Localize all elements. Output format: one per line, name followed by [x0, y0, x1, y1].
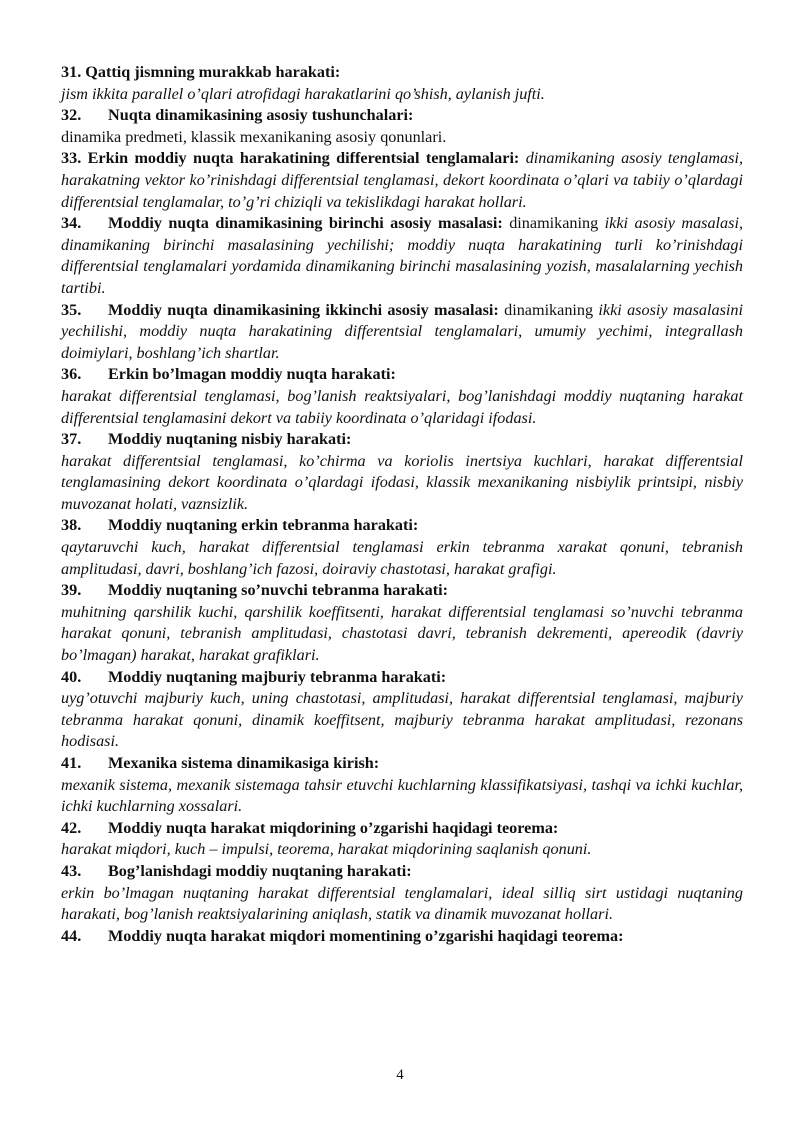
item-heading: [61, 429, 743, 451]
item-description: [61, 537, 743, 580]
item-content: [61, 62, 743, 105]
item-heading: [61, 62, 743, 84]
item-title: Moddiy nuqtaning erkin tebranma harakati:: [108, 516, 419, 535]
description-segment: harakat miqdori, kuch – impulsi, teorema, harakat miqdorining saqlanish qonuni.: [61, 840, 592, 859]
item-content: [61, 429, 743, 515]
item-number: 36.: [61, 365, 82, 384]
outline-item: [61, 213, 743, 299]
item-title: Qattiq jismning murakkab harakati:: [85, 63, 341, 81]
item-title: Mexanika sistema dinamikasiga kirish:: [108, 754, 380, 772]
item-content: [61, 580, 743, 666]
item-description: [61, 386, 743, 429]
outline-item: [61, 926, 743, 948]
outline-item: [61, 667, 743, 753]
item-title: Moddiy nuqtaning nisbiy harakati:: [108, 430, 352, 449]
item-heading: [61, 301, 499, 319]
description-segment: dinamika predmeti, klassik mexanikaning asosiy qonunlari.: [61, 127, 447, 146]
item-description: [61, 84, 743, 106]
outline-item: [61, 818, 743, 861]
item-title: Moddiy nuqta harakat miqdorining o’zgarishi haqidagi teorema:: [108, 818, 559, 837]
item-content: [61, 861, 743, 926]
item-number: 37.: [61, 430, 82, 449]
item-description: [61, 602, 743, 667]
item-heading: [61, 861, 743, 883]
item-content: [61, 364, 743, 429]
item-number: 33.: [61, 149, 88, 168]
outline-item: [61, 753, 743, 818]
item-number: 31.: [61, 63, 86, 81]
item-number: 42.: [61, 818, 82, 837]
item-title: Moddiy nuqtaning majburiy tebranma harakati:: [108, 667, 447, 686]
item-heading: [61, 667, 743, 689]
item-number: 34.: [61, 214, 82, 233]
item-title: Moddiy nuqta harakat miqdori momentining o’zgarishi haqidagi teorema:: [108, 926, 624, 945]
item-title: Moddiy nuqtaning so’nuvchi tebranma harakati:: [108, 581, 449, 600]
outline-item: [61, 148, 743, 213]
item-title: Bog’lanishdagi moddiy nuqtaning harakati:: [108, 861, 412, 880]
item-number: 35.: [61, 300, 82, 319]
item-content: [61, 105, 743, 148]
item-title: Moddiy nuqta dinamikasining ikkinchi asosiy masalasi:: [108, 300, 499, 319]
item-content: [61, 300, 743, 365]
item-description: [61, 127, 743, 149]
item-description: [61, 839, 743, 861]
description-segment: ikki asosiy masalasini yechilishi, moddiy nuqta harakatining differentsial tenglamalari, umumiy yechimi, integrallash doimiylari, boshlang’ich shartlar.: [61, 300, 743, 362]
description-segment: harakat differentsial tenglamasi, bog’lanish reaktsiyalari, bog’lanishdagi moddiy nuqtaning harakat differentsial tenglamasini dekort va tabiiy koordinata o’qlaridagi ifodasi.: [61, 386, 743, 427]
item-content: [61, 213, 743, 299]
item-content: [61, 818, 743, 861]
description-segment: ikki asosiy masalasi, dinamikaning birinchi masalasining yechilishi; moddiy nuqta harakatining turli ko’rinishdagi differentsial tenglamalari yordamida dinamikaning birinchi masalasining yozish, masalalarning yechish tartibi.: [61, 214, 743, 297]
item-heading: [61, 926, 743, 948]
item-description: [61, 688, 743, 753]
outline-item: [61, 105, 743, 148]
description-segment: dinamikaning: [502, 214, 605, 233]
item-content: [61, 753, 743, 818]
item-number: 40.: [61, 667, 82, 686]
item-heading: [61, 753, 743, 775]
outline-item: [61, 515, 743, 580]
description-segment: mexanik sistema, mexanik sistemaga tahsir etuvchi kuchlarning klassifikatsiyasi, tashqi va ichki kuchlar, ichki kuchlarning xossalari.: [61, 775, 743, 816]
item-number: 38.: [61, 516, 82, 535]
item-heading: [61, 105, 743, 127]
description-segment: qaytaruvchi kuch, harakat differentsial tenglamasi erkin tebranma xarakat qonuni, tebranish amplitudasi, davri, boshlang’ich fazosi, doiraviy chastotasi, harakat grafigi.: [61, 538, 743, 578]
item-content: [61, 667, 743, 753]
item-description: [61, 883, 743, 926]
item-heading: [61, 364, 743, 386]
outline-item: [61, 861, 743, 926]
item-number: 32.: [61, 106, 82, 125]
document-page: [61, 62, 743, 947]
item-description: [61, 775, 743, 818]
description-segment: uyg’otuvchi majburiy kuch, uning chastotasi, amplitudasi, harakat differentsial tenglamasi, majburiy tebranma harakat qonuni, dinamik koeffitsent, majburiy tebranma harakat amplitudasi, rezonans hodisasi.: [61, 689, 743, 751]
page-number: 4: [396, 1067, 404, 1083]
item-number: 39.: [61, 581, 82, 600]
description-segment: dinamikaning: [498, 300, 599, 319]
outline-item: [61, 580, 743, 666]
item-title: Nuqta dinamikasining asosiy tushunchalari:: [108, 106, 414, 125]
description-segment: jism ikkita parallel o’qlari atrofidagi harakatlarini qo’shish, aylanish jufti.: [61, 84, 545, 103]
item-heading: [61, 214, 503, 232]
outline-item: [61, 429, 743, 515]
description-segment: harakat differentsial tenglamasi, ko’chirma va koriolis inertsiya kuchlari, harakat differentsial tenglamasining dekort koordinata o’qlardagi ifodasi, klassik mexanikaning nisbiylik printsipi, nisbiy muvozanat holati, vaznsizlik.: [61, 451, 743, 513]
item-heading: [61, 580, 743, 602]
item-heading: [61, 149, 519, 167]
description-segment: dinamikaning asosiy tenglamasi, harakatning vektor ko’rinishdagi differentsial tenglamasi, dekort koordinata o’qlari va tabiiy o’qlardagi differentsial tenglamalar, to’g’ri chiziqli va tekislikdagi harakat hollari.: [61, 149, 743, 211]
outline-item: [61, 364, 743, 429]
item-title: Erkin bo’lmagan moddiy nuqta harakati:: [108, 365, 396, 384]
item-number: 41.: [61, 754, 82, 772]
item-content: [61, 515, 743, 580]
description-segment: erkin bo’lmagan nuqtaning harakat differentsial tenglamalari, ideal silliq sirt ustidagi nuqtaning harakati, bog’lanish reaktsiyalarining aniqlash, statik va dinamik muvozanat hollari.: [61, 883, 743, 924]
item-content: [61, 148, 743, 213]
item-heading: [61, 515, 743, 537]
description-segment: muhitning qarshilik kuchi, qarshilik koeffitsenti, harakat differentsial tenglamasi so’nuvchi tebranma harakat qonuni, tebranish amplitudasi, chastotasi davri, tebranish dekrementi, apereodik (davriy bo’lmagan) harakat, harakat grafiklari.: [61, 602, 743, 665]
item-number: 44.: [61, 926, 82, 945]
outline-item: [61, 62, 743, 105]
item-content: [61, 926, 743, 948]
item-title: Moddiy nuqta dinamikasining birinchi asosiy masalasi:: [108, 214, 503, 233]
item-heading: [61, 818, 743, 840]
item-title: Erkin moddiy nuqta harakatining differentsial tenglamalari:: [87, 149, 520, 168]
item-description: [61, 451, 743, 516]
outline-item: [61, 300, 743, 365]
item-number: 43.: [61, 861, 82, 880]
